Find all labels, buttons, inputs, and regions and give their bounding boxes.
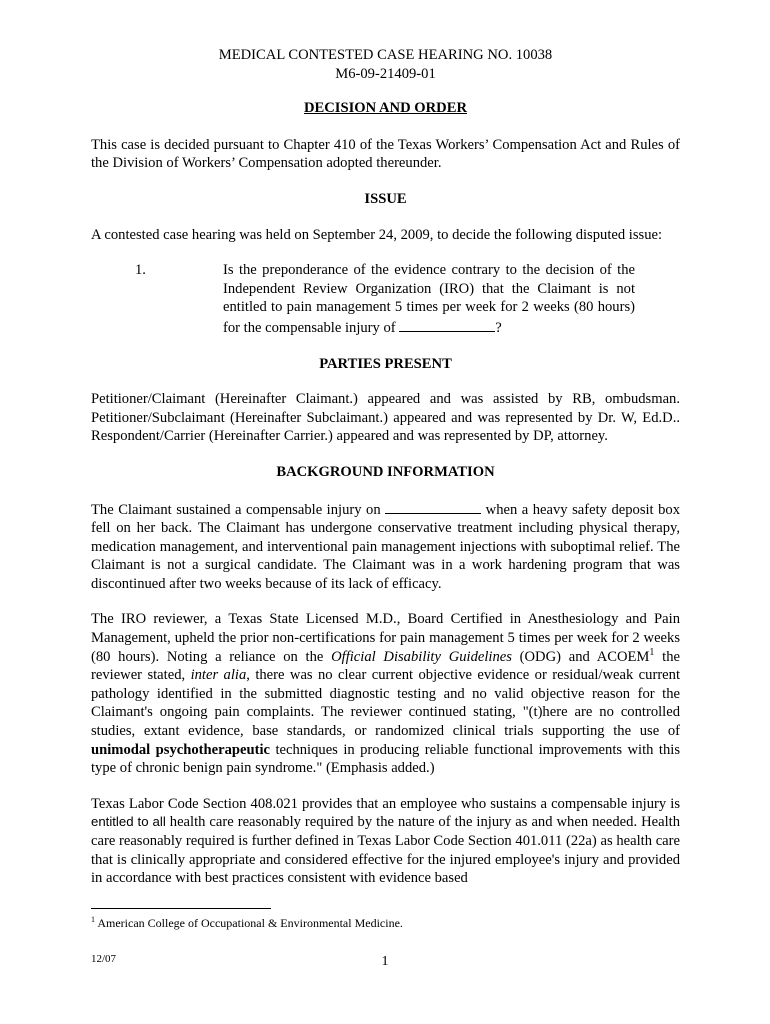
revision-date: 12/07 [91,953,117,965]
background-p1-rest: when a heavy safety deposit box fell on her back. The Claimant has undergone conservative treatment including physical therapy, medication management, and interventional pain management injections with suboptimal relief. The Claimant is not a surgical candidate. The Claimant was in a work hardening program that was discontinued after two weeks because of its lack of efficacy. [91,501,681,592]
background-p2-a: The IRO reviewer, a Texas State Licensed M.D., Board Certified in Anesthesiology and Pain Management, upheld the prior non-certifications for pain management 5 times per week for 2 weeks (80 hours). Noting a reliance on the [91,611,680,665]
background-p2-b: (ODG) and ACOEM [519,648,650,665]
emphasis-text: unimodal psychotherapeutic [91,741,270,758]
issue-item-end: ? [495,319,502,336]
case-number-line: MEDICAL CONTESTED CASE HEARING NO. 10038 [218,47,553,63]
docket-number-line: M6-09-21409-01 [335,65,436,82]
footnote [91,916,680,931]
background-p3-sans: entitled to all [91,814,166,830]
background-p3-a: Texas Labor Code Section 408.021 provides that an employee who sustains a compensable injury is [91,795,680,812]
parties-heading: PARTIES PRESENT [319,355,452,372]
odg-title: Official Disability Guidelines [331,648,512,665]
background-p2-d: , there was no clear current objective evidence or residual/weak current pathology identified in the submitted diagnostic testing and no valid objective reason for the Claimant's ongoing pain complaints. The reviewer continued stating, "(t)here are no controlled studies, extant evidence, base standards, or randomized clinical trials supporting the use of [91,667,681,740]
issue-list-item [135,261,635,337]
footnote-divider [91,908,271,909]
issue-item-text: Is the preponderance of the evidence contrary to the decision of the Independent Review Organization (IRO) that the Claimant is not entitled to pain management 5 times per week for 2 weeks (80 hours) for the compensable injury of [223,262,635,336]
issue-item-number: 1. [135,262,146,279]
page-number: 1 [381,954,389,969]
injury-date-blank-2 [385,499,481,514]
document-body [91,46,680,888]
document-header [91,46,680,83]
issue-intro-paragraph: A contested case hearing was held on September 24, 2009, to decide the following disputed issue: [91,226,663,243]
footnote-number: 1 [91,915,95,924]
background-p2-c: the reviewer stated, [91,648,680,684]
footnote-text: American College of Occupational & Environmental Medicine. [97,916,403,930]
background-p2-e: techniques in producing reliable functional improvements with this type of chronic benign pain syndrome." (Emphasis added.) [91,741,681,777]
background-p3-b: health care reasonably required by the nature of the injury as and when needed. Health care reasonably required is further defined in Texas Labor Code Section 401.011 (22a) as health care that is clinically appropriate and considered effective for the injured employee's injury and provided in accordance with best practices consistent with evidence based [91,814,680,887]
inter-alia-text: inter alia [190,667,247,684]
intro-paragraph: This case is decided pursuant to Chapter 410 of the Texas Workers’ Compensation Act and Rules of the Division of Workers’ Compensation adopted thereunder. [91,136,680,172]
footnote-reference: 1 [649,646,655,658]
background-heading: BACKGROUND INFORMATION [276,463,495,480]
background-paragraph-2 [91,610,680,777]
injury-date-blank [399,317,495,332]
background-p1-start: The Claimant sustained a compensable injury on [91,501,381,518]
background-paragraph-1 [91,499,680,594]
document-title: DECISION AND ORDER [304,100,467,117]
parties-paragraph: Petitioner/Claimant (Hereinafter Claimant.) appeared and was assisted by RB, ombudsman. Petitioner/Subclaimant (Hereinafter Subclaimant.) appeared and was represented by Dr. W, Ed.D.. Respondent/Carrier (Hereinafter Carrier.) appeared and was represented by DP, attorney. [91,391,680,445]
issue-heading: ISSUE [364,190,407,207]
background-paragraph-3 [91,795,680,888]
